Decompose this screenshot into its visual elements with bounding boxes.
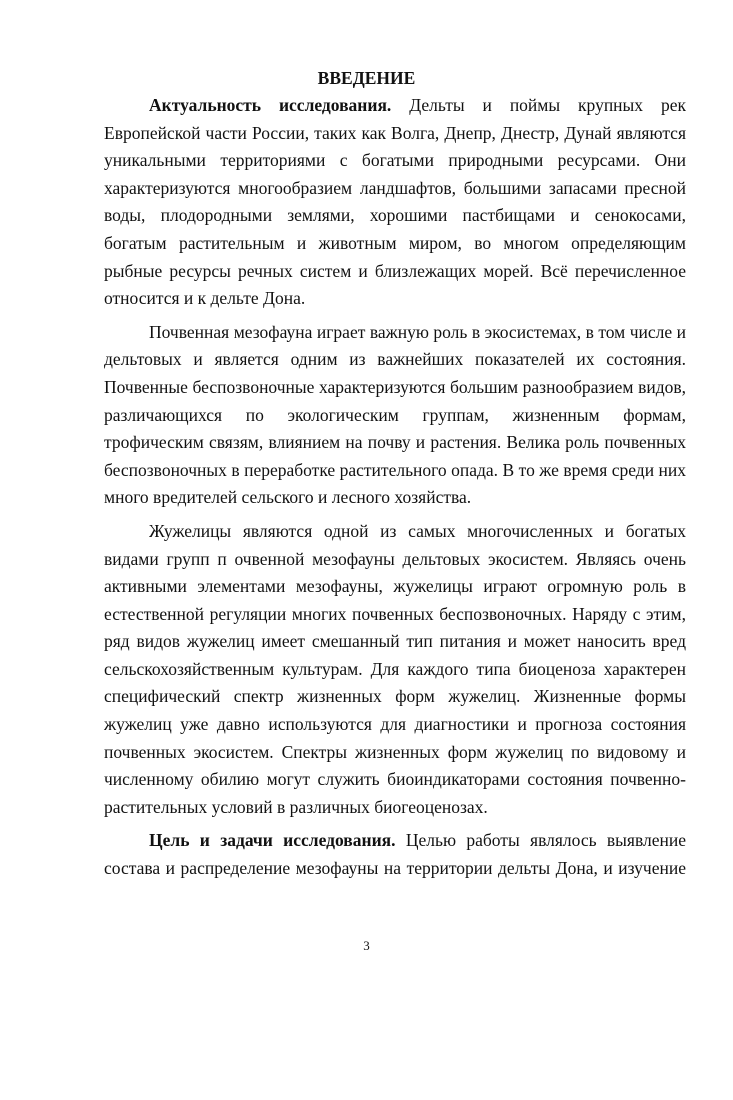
- paragraph-text: Целью работы являлось выявление состава и распределение мезофауны на территории дельты Дона, и изучение: [104, 830, 686, 879]
- paragraph-goals: [104, 827, 686, 882]
- page-number: 3: [363, 938, 370, 953]
- body-text: [104, 92, 686, 883]
- paragraph-lead: Цель и задачи исследования.: [149, 830, 396, 851]
- paragraph-text: Дельты и поймы крупных рек Европейской части России, таких как Волга, Днепр, Днестр, Дунай являются уникальными территориями с богатыми природными ресурсами. Они характеризуются многообразием ландшафтов, большими запасами пресной воды, плодородными землями, хорошими пастбищами и сенокосами, богатым растительным и животным миром, во многом определяющим рыбные ресурсы речных систем и близлежащих морей. Всё перечисленное относится и к дельте Дона.: [104, 95, 686, 309]
- paragraph-ground-beetles: [104, 518, 686, 822]
- paragraph-text: Почвенная мезофауна играет важную роль в экосистемах, в том числе и дельтовых и является одним из важнейших показателей их состояния. Почвенные беспозвоночные характеризуются большим разнообразием видов, различающихся по экологическим группам, жизненным формам, трофическим связям, влиянием на почву и растения. Велика роль почвенных беспозвоночных в переработке растительного опада. В то же время среди них много вредителей сельского и лесного хозяйства.: [104, 321, 686, 508]
- paragraph-soil-mesofauna: [104, 319, 686, 512]
- paragraph-relevance: [104, 92, 686, 313]
- section-heading: ВВЕДЕНИЕ: [317, 68, 416, 88]
- paragraph-text: Жужелицы являются одной из самых многочисленных и богатых видами групп п очвенной мезофауны дельтовых экосистем. Являясь очень активными элементами мезофауны, жужелицы играют огромную роль в естественной регуляции многих почвенных беспозвоночных. Наряду с этим, ряд видов жужелиц имеет смешанный тип питания и может наносить вред сельскохозяйственным культурам. Для каждого типа биоценоза характерен специфический спектр жизненных форм жужелиц. Жизненные формы жужелиц уже давно используются для диагностики и прогноза состояния почвенных экосистем. Спектры жизненных форм жужелиц по видовому и численному обилию могут служить биоиндикаторами состояния почвенно-растительных условий в различных биогеоценозах.: [104, 520, 686, 817]
- paragraph-lead: Актуальность исследования.: [149, 95, 392, 115]
